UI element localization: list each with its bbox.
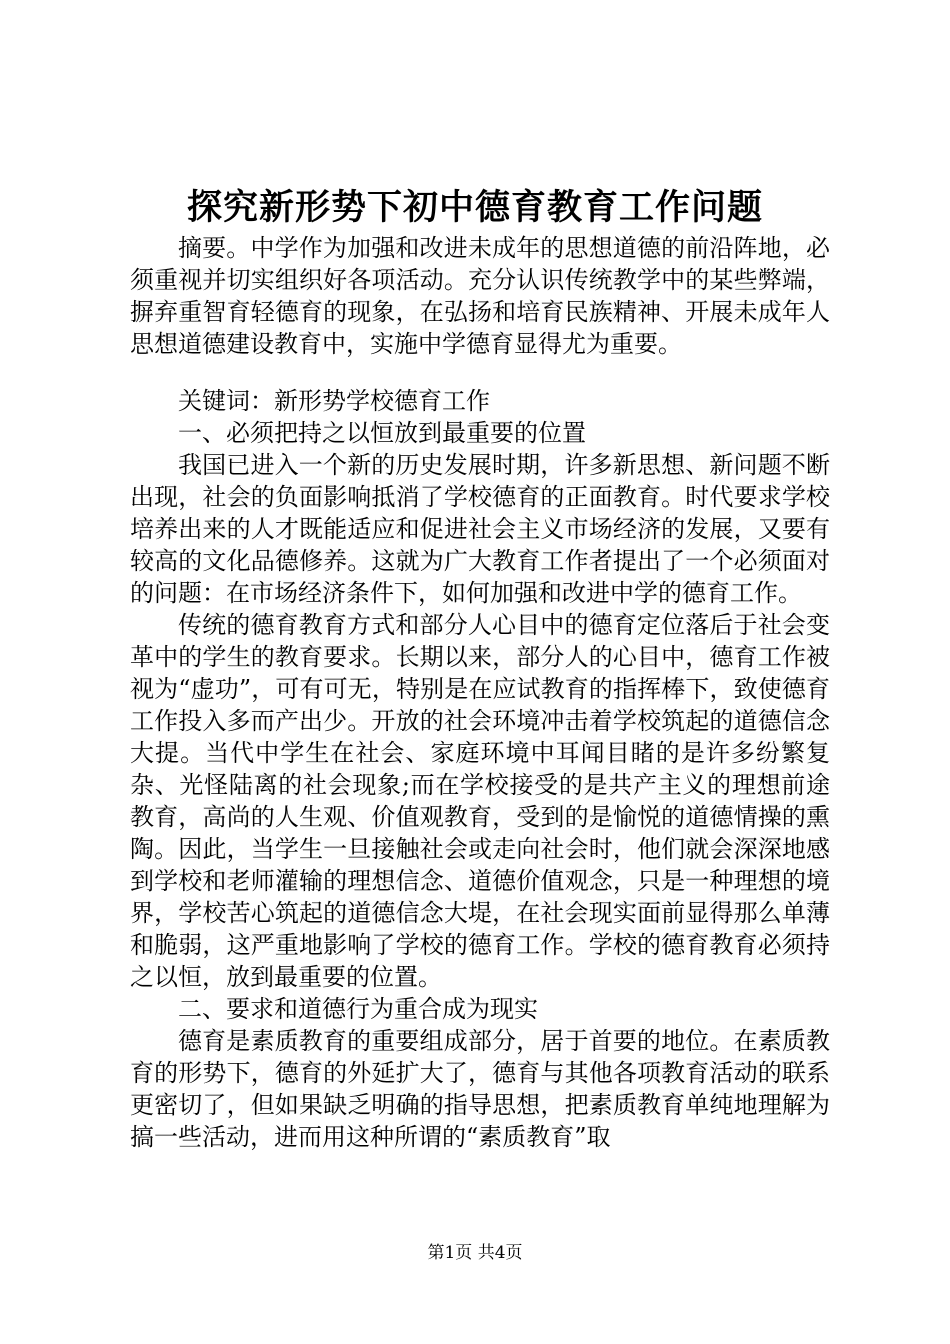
section-2-paragraph-1: 德育是素质教育的重要组成部分，居于首要的地位。在素质教育的形势下，德育的外延扩大了，德育与其他各项教育活动的联系更密切了，但如果缺乏明确的指导思想，把素质教育单纯地理解为搞一些活动，进而用这种所谓的“素质教育”取 bbox=[130, 1027, 830, 1151]
paragraph-spacer bbox=[130, 360, 830, 385]
section-heading-1: 一、必须把持之以恒放到最重要的位置 bbox=[178, 419, 586, 447]
page-number-footer: 第1页 共4页 bbox=[427, 1243, 523, 1263]
section-1-paragraph-2: 传统的德育教育方式和部分人心目中的德育定位落后于社会变革中的学生的教育要求。长期以来，部分人的心目中，德育工作被视为“虚功”，可有可无，特别是在应试教育的指挥棒下，致使德育工作投入多而产出少。开放的社会环境冲击着学校筑起的道德信念大提。当代中学生在社会、家庭环境中耳闻目睹的是许多纷繁复杂、光怪陆离的社会现象;而在学校接受的是共产主义的理想前途教育，高尚的人生观、价值观教育，受到的是愉悦的道德情操的熏陶。因此，当学生一旦接触社会或走向社会时，他们就会深深地感到学校和老师灌输的理想信念、道德价值观念，只是一种理想的境界，学校苦心筑起的道德信念大堤，在社会现实面前显得那么单薄和脆弱，这严重地影响了学校的德育工作。学校的德育教育必须持之以恒，放到最重要的位置。 bbox=[130, 611, 830, 991]
document-body bbox=[130, 232, 830, 1153]
section-heading-2: 二、要求和道德行为重合成为现实 bbox=[178, 995, 538, 1023]
page-title: 探究新形势下初中德育教育工作问题 bbox=[186, 187, 763, 228]
abstract-paragraph: 摘要。中学作为加强和改进未成年的思想道德的前沿阵地，必须重视并切实组织好各项活动。充分认识传统教学中的某些弊端，摒弃重智育轻德育的现象，在弘扬和培育民族精神、开展未成年人思想道德建设教育中，实施中学德育显得尤为重要。 bbox=[130, 234, 830, 358]
keywords-line: 关键词：新形势学校德育工作 bbox=[178, 387, 490, 415]
section-1-paragraph-1: 我国已进入一个新的历史发展时期，许多新思想、新问题不断出现，社会的负面影响抵消了学校德育的正面教育。时代要求学校培养出来的人才既能适应和促进社会主义市场经济的发展，又要有较高的文化品德修养。这就为广大教育工作者提出了一个必须面对的问题：在市场经济条件下，如何加强和改进中学的德育工作。 bbox=[130, 451, 830, 607]
